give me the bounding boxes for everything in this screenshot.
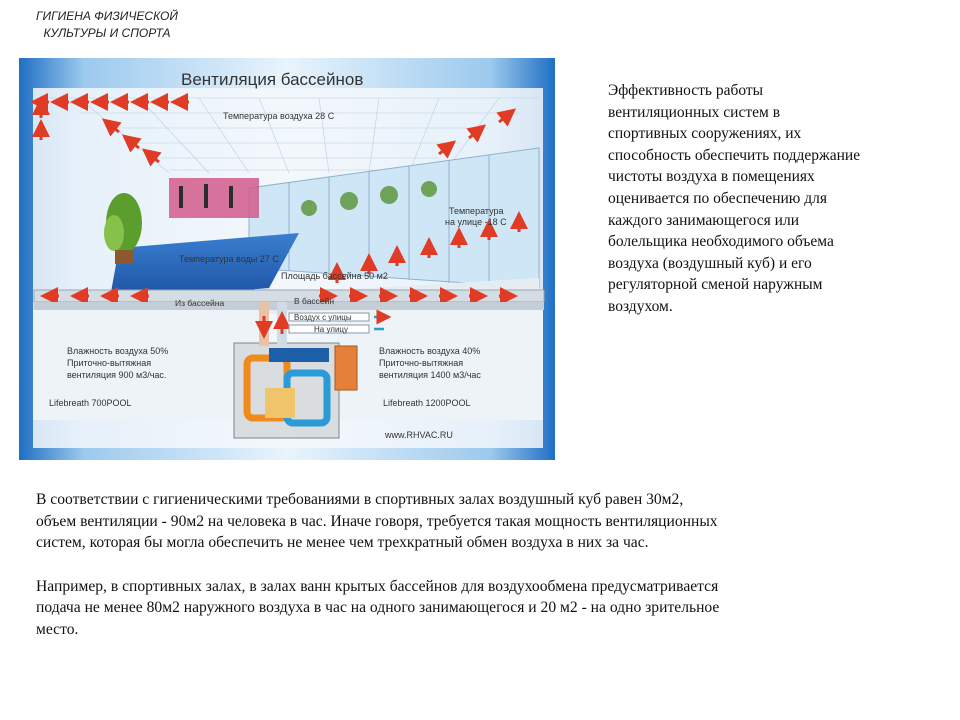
right-info-1: Влажность воздуха 40% [379, 346, 481, 356]
left-info-2: Приточно-вытяжная [67, 358, 152, 368]
header-line-2: КУЛЬТУРЫ И СПОРТА [43, 26, 171, 40]
side-line: воздухом. [608, 297, 673, 315]
outside-temp-label-2: на улице -18 С [445, 217, 507, 227]
from-pool-label: Из бассейна [175, 298, 225, 308]
side-line: воздуха (воздушный куб) и его [608, 254, 812, 272]
outside-temp-label-1: Температура [449, 206, 504, 216]
side-line: чистоты воздуха в помещениях [608, 168, 815, 186]
paragraph-2 [36, 576, 916, 641]
side-text [608, 80, 928, 318]
site-label: www.RHVAC.RU [385, 430, 453, 440]
header-line-1: ГИГИЕНА ФИЗИЧЕСКОЙ [36, 9, 178, 23]
boiler [335, 346, 357, 390]
left-model-label: Lifebreath 700POOL [49, 398, 132, 408]
water-temp-label: Температура воды 27 С [179, 254, 279, 264]
side-line: оценивается по обеспечению для [608, 189, 827, 207]
right-model-label: Lifebreath 1200POOL [383, 398, 471, 408]
paragraph-2-line: подача не менее 80м2 наружного воздуха в час на одного занимающегося и 20 м2 - на одно зрительное [36, 599, 720, 616]
right-info-3: вентиляция 1400 м3/час [379, 370, 481, 380]
side-line: вентиляционных систем в [608, 103, 781, 121]
side-line: регуляторной сменой наружным [608, 276, 823, 294]
figure-title: Вентиляция бассейнов [181, 70, 364, 89]
pool-area-label: Площадь бассейна 50 м2 [281, 271, 388, 281]
left-info-1: Влажность воздуха 50% [67, 346, 169, 356]
right-info-2: Приточно-вытяжная [379, 358, 464, 368]
paragraph-1-line: В соответствии с гигиеническими требованиями в спортивных залах воздушный куб равен 30м2, [36, 491, 684, 508]
air-temp-label: Температура воздуха 28 С [223, 111, 335, 121]
to-street-label: На улицу [314, 325, 348, 334]
paragraph-1-line: объем вентиляции - 90м2 на человека в час. Иначе говоря, требуется такая мощность вентиляционных [36, 512, 718, 530]
from-street-label: Воздух с улицы [294, 313, 352, 322]
side-line: каждого занимающегося или [608, 211, 800, 229]
side-line: способность обеспечить поддержание [608, 146, 861, 164]
slide-header [22, 8, 192, 42]
to-pool-label: В бассейн [294, 296, 335, 306]
side-line: Эффективность работы [608, 82, 764, 99]
hvac-unit [234, 343, 339, 438]
side-line: болельщика необходимого объема [608, 233, 834, 251]
paragraph-1-line: систем, которая бы могла обеспечить не менее чем трехкратный обмен воздуха в них за час. [36, 534, 649, 551]
paragraph-2-line: Например, в спортивных залах, в залах ванн крытых бассейнов для воздухообмена предусматривается [36, 577, 719, 595]
left-info-3: вентиляция 900 м3/час. [67, 370, 167, 380]
paragraph-2-line: место. [36, 620, 79, 638]
paragraph-1 [36, 489, 916, 554]
side-line: спортивных сооружениях, их [608, 125, 802, 143]
pool-ventilation-diagram [19, 58, 555, 460]
body-text [36, 489, 916, 662]
